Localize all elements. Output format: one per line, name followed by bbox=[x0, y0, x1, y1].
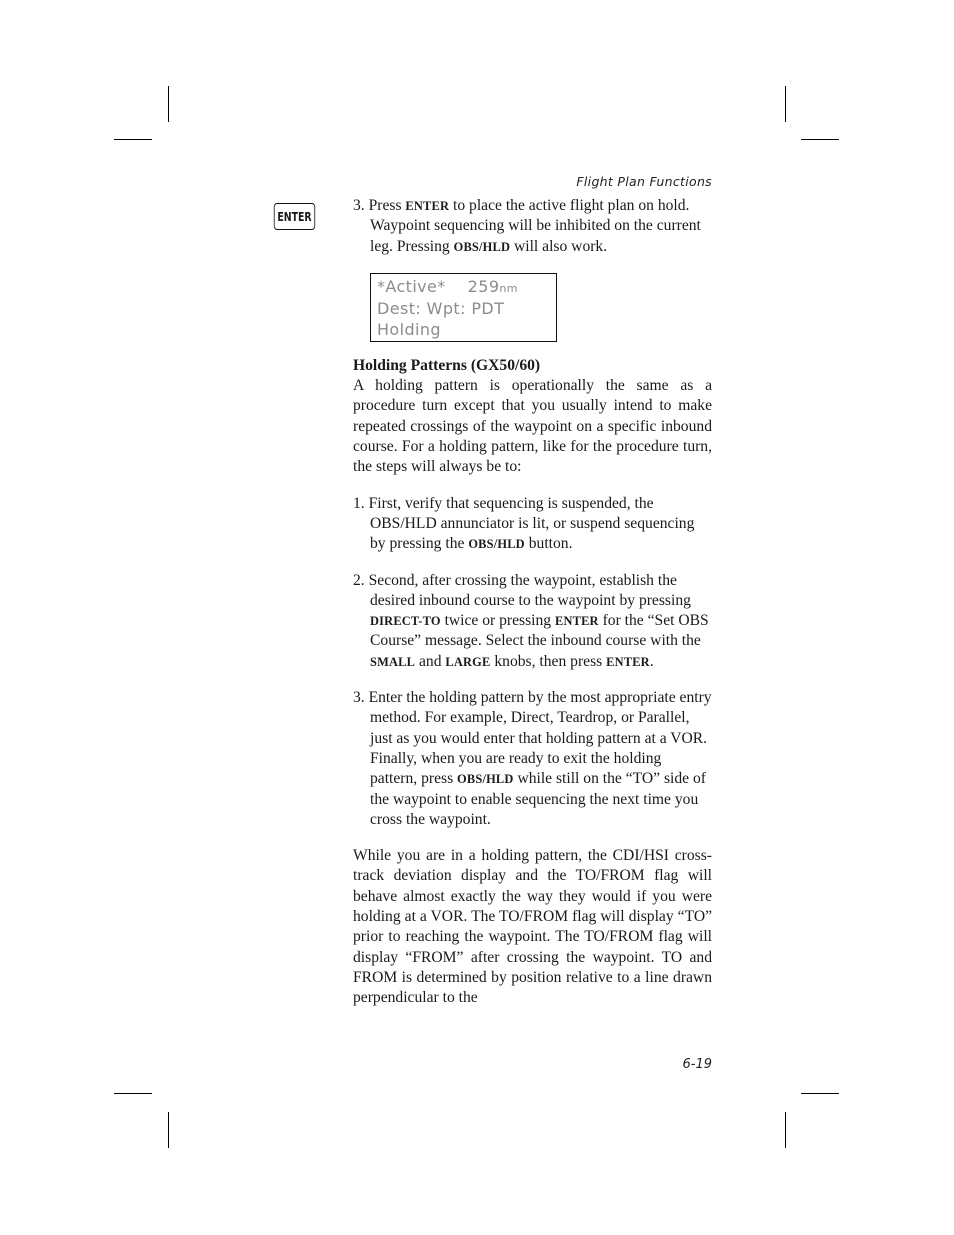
lcd-distance: 259 bbox=[467, 276, 500, 296]
enter-key-icon: ENTER bbox=[274, 203, 315, 230]
crop-mark bbox=[785, 86, 786, 122]
lcd-active-label: *Active* bbox=[377, 276, 446, 296]
crop-mark bbox=[801, 139, 839, 140]
crop-mark bbox=[801, 1093, 839, 1094]
page-number: 6-19 bbox=[682, 1057, 712, 1072]
lcd-status: Holding bbox=[377, 319, 441, 339]
running-header: Flight Plan Functions bbox=[576, 174, 712, 189]
lcd-destination: Dest: Wpt: PDT bbox=[377, 299, 505, 319]
page-body bbox=[353, 196, 712, 1009]
lcd-display bbox=[370, 273, 557, 342]
crop-mark bbox=[785, 1112, 786, 1148]
step-1: 1. First, verify that sequencing is suspended, the OBS/HLD annunciator is lit, or suspend sequencing by pressing the OBS/HLD button. bbox=[353, 494, 695, 553]
section-heading: Holding Patterns (GX50/60) bbox=[353, 356, 541, 374]
crop-mark bbox=[114, 1093, 152, 1094]
closing-paragraph: While you are in a holding pattern, the CDI/HSI cross-track deviation display and the TO/FROM flag will behave almost exactly the way they would if you were holding at a VOR. The TO/FROM flag will display “TO” prior to reaching the waypoint. The TO/FROM flag will display “FROM” after crossing the waypoint. TO and FROM is determined by position relative to a line drawn perpendicular to the bbox=[353, 847, 712, 1007]
crop-mark bbox=[114, 139, 152, 140]
crop-mark bbox=[168, 86, 169, 122]
step-2: 2. Second, after crossing the waypoint, establish the desired inbound course to the waypoint by pressing DIRECT-TO twice or pressing ENTER for the “Set OBS Course” message. Select the inbound course with the SMALL and LARGE knobs, then press ENTER. bbox=[353, 571, 709, 670]
crop-mark bbox=[168, 1112, 169, 1148]
step-3-press-enter: 3. Press ENTER to place the active flight plan on hold. Waypoint sequencing will be inhibited on the current leg. Pressing OBS/HLD will also work. bbox=[353, 197, 701, 255]
lcd-unit: nm bbox=[499, 281, 518, 295]
intro-paragraph: A holding pattern is operationally the same as a procedure turn except that you usually intend to make repeated crossings of the waypoint on a specific inbound course. For a holding pattern, like for the procedure turn, the steps will always be to: bbox=[353, 377, 712, 476]
step-3: 3. Enter the holding pattern by the most appropriate entry method. For example, Direct, Teardrop, or Parallel, just as you would enter that holding pattern at a VOR. Finally, when you are ready to exit the holding pattern, press OBS/HLD while still on the “TO” side of the waypoint to enable sequencing the next time you cross the waypoint. bbox=[353, 689, 712, 828]
